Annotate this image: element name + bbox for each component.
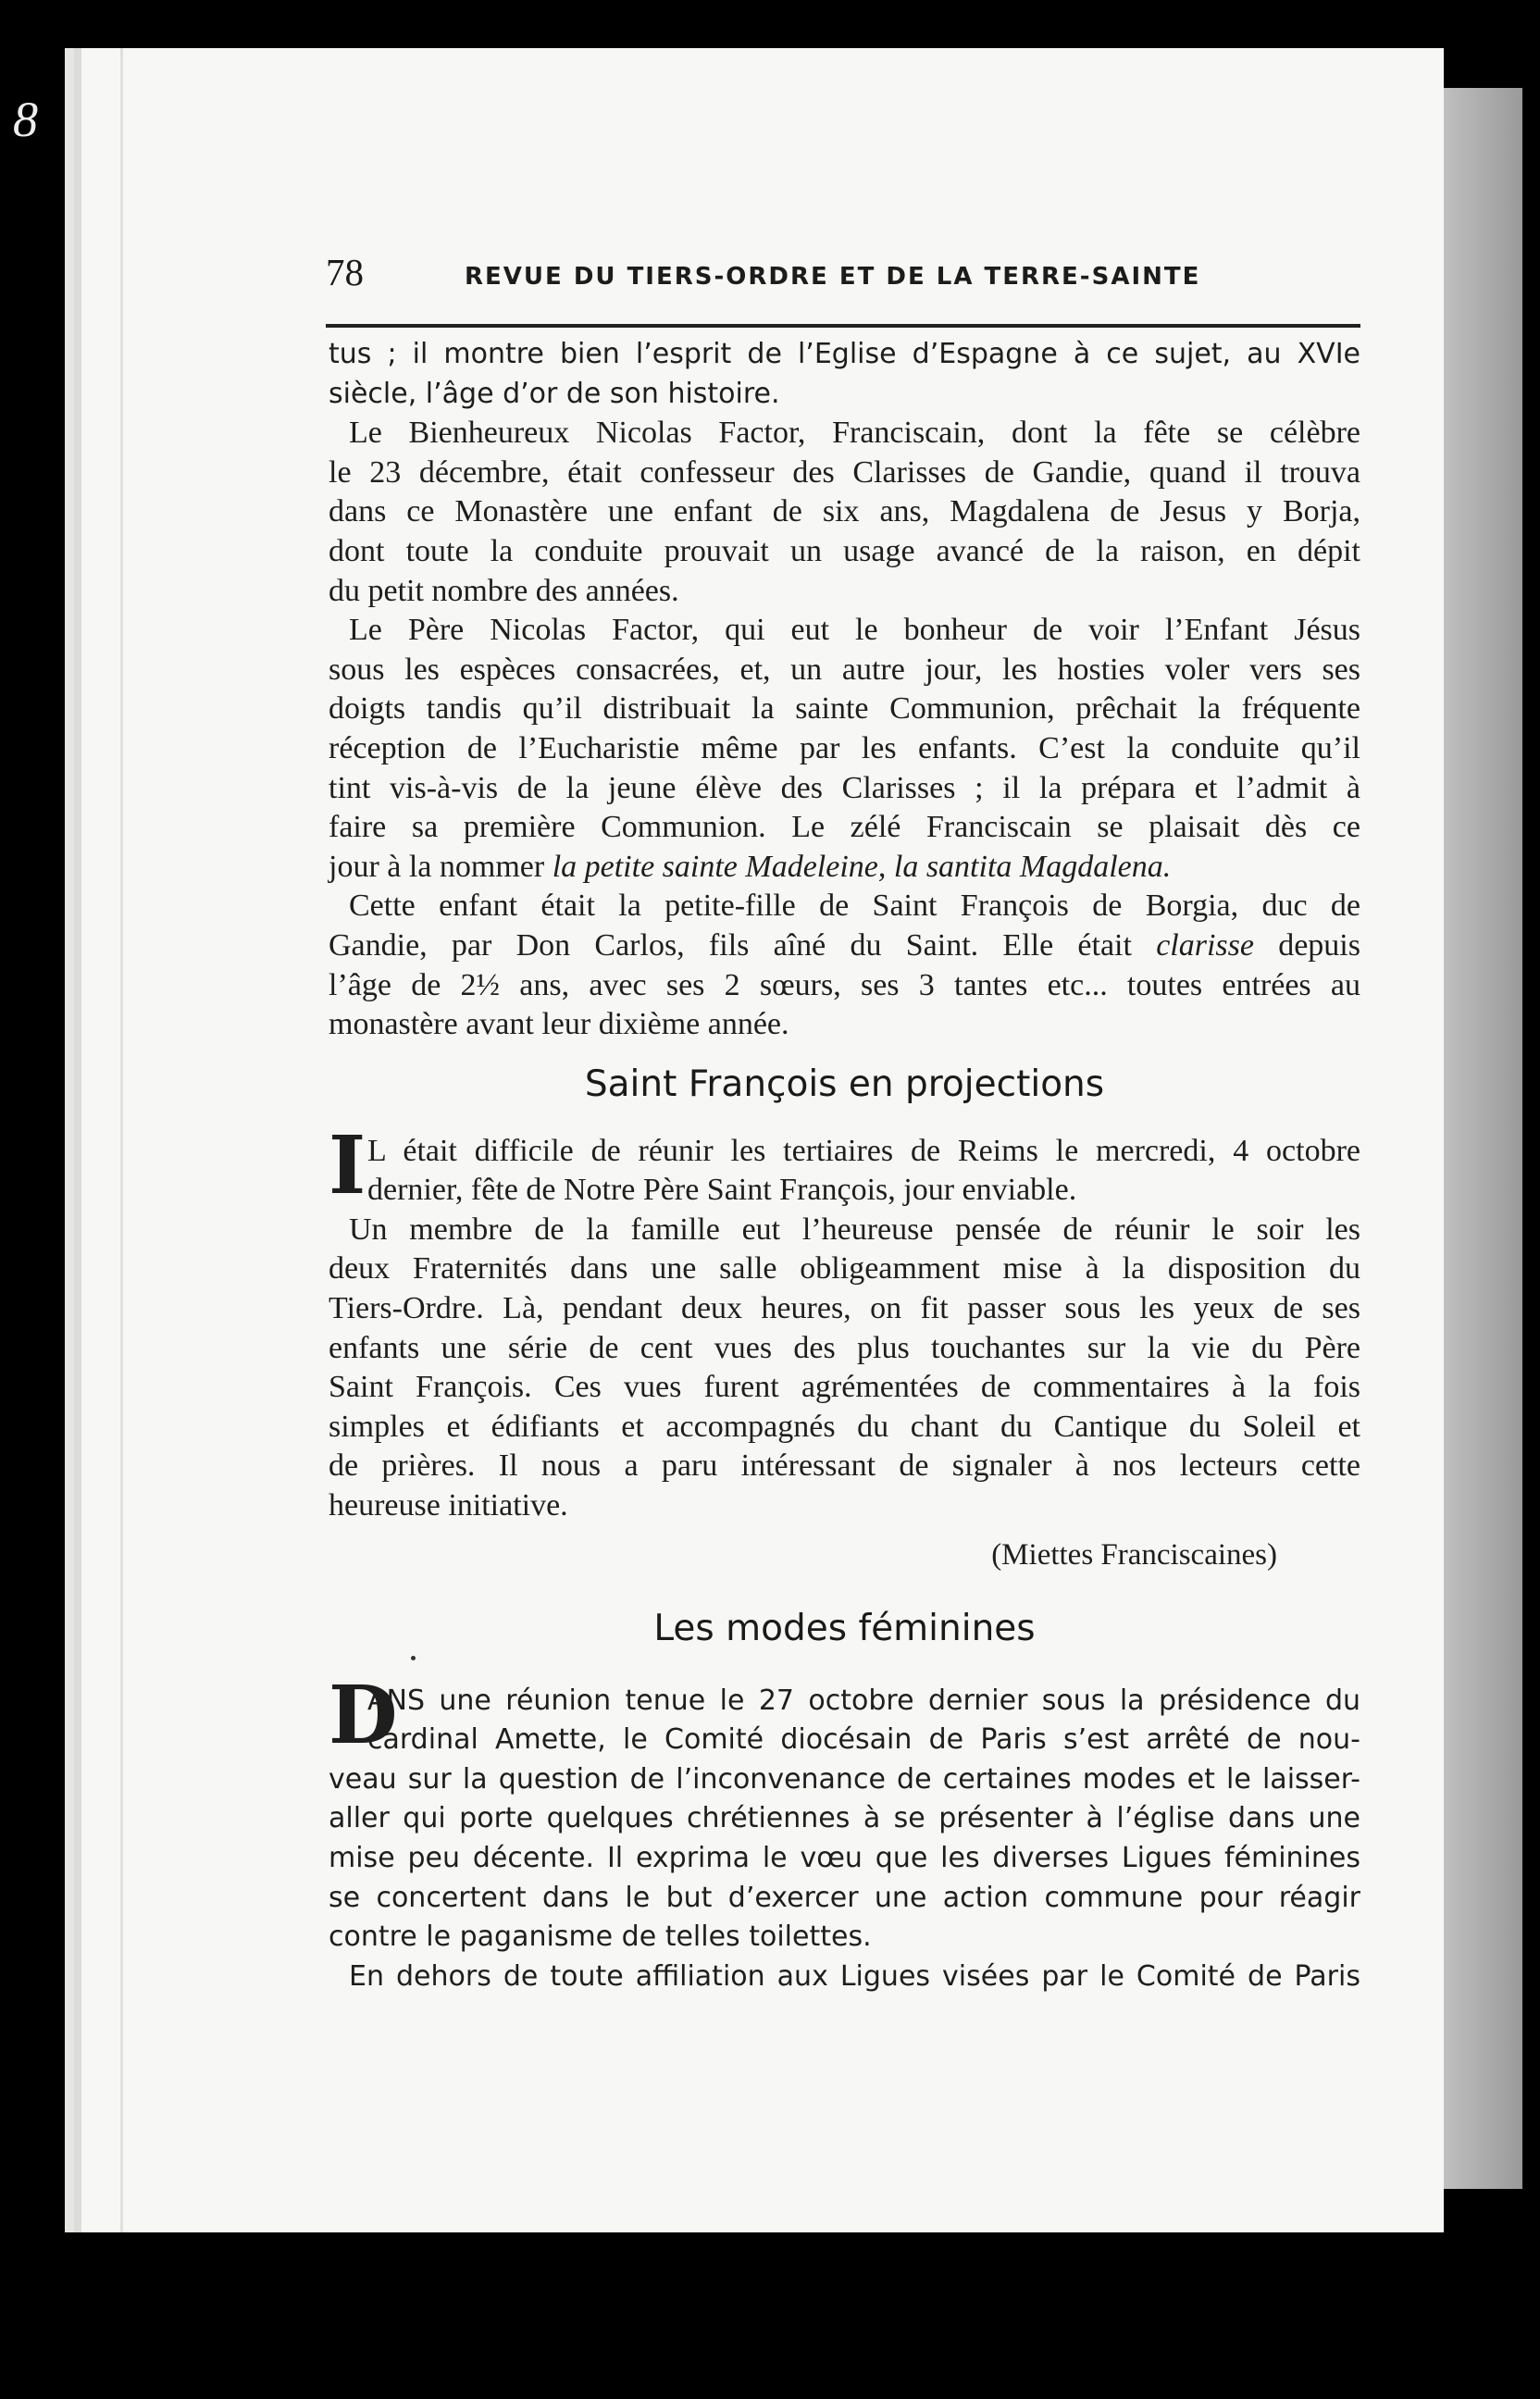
section-title: Saint François en projections — [584, 1063, 1105, 1105]
text-fragment: depuis — [1253, 927, 1360, 963]
text-line: En dehors de toute affiliation aux Ligues visées par le Comité de Paris — [349, 1959, 1360, 1993]
spacer — [329, 1104, 1360, 1132]
text-line: de prières. Il nous a paru intéressant de signaler à nos lecteurs cette — [329, 1448, 1360, 1484]
paragraph-projections-intro — [329, 1118, 1360, 1212]
text-line: doigts tandis qu’il distribuait la sainte Communion, prêchait la fréquente — [329, 691, 1360, 727]
drop-cap: I — [329, 1118, 366, 1212]
source-attribution: (Miettes Franciscaines) — [991, 1537, 1277, 1572]
text-fragment: Gandie, par Don Carlos, fils aîné du Saint. Elle était — [329, 927, 1157, 963]
margin-mark: 8 — [13, 92, 38, 147]
text-line: contre le paganisme de telles toilettes. — [329, 1920, 872, 1954]
text-line: dans ce Monastère une enfant de six ans, Magdalena de Jesus y Borja, — [329, 494, 1360, 529]
page-gutter-line — [120, 48, 123, 2232]
text-line: l’âge de 2½ ans, avec ses 2 sœurs, ses 3 tantes etc... toutes entrées au — [329, 967, 1360, 1002]
text-line: heureuse initiative. — [329, 1488, 568, 1523]
text-line: L était difficile de réunir les tertiaires de Reims le mercredi, 4 octobre — [367, 1133, 1360, 1168]
text-line: Le Bienheureux Nicolas Factor, Franciscain, dont la fête se célèbre — [349, 416, 1360, 451]
italic-word: clarisse — [1156, 927, 1254, 963]
text-line: se concertent dans le but d’exercer une action commune pour réagir — [329, 1881, 1360, 1914]
text-line — [329, 926, 1360, 966]
page-number: 78 — [326, 251, 364, 293]
text-line: dont toute la conduite prouvait un usage avancé de la raison, en dépit — [329, 533, 1360, 568]
text-line: enfants une série de cent vues des plus touchantes sur la vie du Père — [329, 1330, 1360, 1365]
text-line: cardinal Amette, le Comité diocésain de Paris s’est arrêté de nou- — [367, 1723, 1360, 1757]
text-line: sous les espèces consacrées, et, un autre jour, les hosties voler vers ses — [329, 652, 1360, 687]
spacer — [329, 1045, 1360, 1065]
text-line — [329, 848, 1360, 888]
paragraph-borgia — [329, 887, 1360, 1044]
text-line: dernier, fête de Notre Père Saint François, jour enviable. — [367, 1173, 1077, 1208]
drop-cap: D — [329, 1668, 398, 1762]
text-line: le 23 décembre, était confesseur des Clarisses de Gandie, quand il trouva — [329, 454, 1360, 490]
paragraph-modes-intro — [329, 1668, 1360, 1762]
page-body — [329, 335, 1360, 1996]
text-line: tint vis-à-vis de la jeune élève des Clarisses ; il la prépara et l’admit à — [329, 770, 1360, 805]
stray-dot — [411, 1656, 416, 1660]
spacer — [329, 1648, 1360, 1682]
italic-name: la petite sainte Madeleine, la santita Magdalena. — [552, 849, 1172, 884]
text-line: Saint François. Ces vues furent agrémentées de commentaires à la fois — [329, 1370, 1360, 1405]
section-title: Les modes féminines — [653, 1607, 1036, 1649]
text-line: réception de l’Eucharistie même par les enfants. C’est la conduite qu’il — [329, 730, 1360, 765]
text-line: veau sur la question de l’inconvenance de certaines modes et le laisser- — [329, 1762, 1360, 1796]
text-line: simples et édifiants et accompagnés du chant du Cantique du Soleil et — [329, 1409, 1360, 1444]
paragraph-modes — [329, 1760, 1360, 1997]
text-line: Un membre de la famille eut l’heureuse pensée de réunir le soir les — [349, 1212, 1360, 1247]
text-line: ANS une réunion tenue le 27 octobre dernier sous la présidence du — [367, 1684, 1360, 1717]
paragraph-projections — [329, 1211, 1360, 1526]
text-line: deux Fraternités dans une salle obligeamment mise à la disposition du — [329, 1251, 1360, 1287]
text-line: monastère avant leur dixième année. — [329, 1007, 789, 1042]
paragraph-continuation — [329, 335, 1360, 414]
spacer — [329, 1526, 1360, 1535]
paragraph-nicolas-factor — [329, 414, 1360, 611]
text-line: Tiers-Ordre. Là, pendant deux heures, on fit passer sous les yeux de ses — [329, 1291, 1360, 1326]
text-line: siècle, l’âge d’or de son histoire. — [329, 377, 780, 410]
text-fragment: jour à la nommer — [329, 849, 553, 884]
text-line: Cette enfant était la petite-fille de Saint François de Borgia, duc de — [349, 889, 1360, 924]
text-line: aller qui porte quelques chrétiennes à se présenter à l’église dans une — [329, 1802, 1360, 1835]
running-title: REVUE DU TIERS-ORDRE ET DE LA TERRE-SAINTE — [465, 263, 1201, 291]
paragraph-pere-nicolas — [329, 611, 1360, 887]
text-line: mise peu décente. Il exprima le vœu que les diverses Ligues féminines — [329, 1842, 1360, 1874]
text-line: faire sa première Communion. Le zélé Franciscain se plaisait dès ce — [329, 810, 1360, 845]
text-line: tus ; il montre bien l’esprit de l’Eglise d’Espagne à ce sujet, au XVIe — [329, 338, 1360, 370]
text-line: du petit nombre des années. — [329, 573, 679, 608]
header-rule — [326, 324, 1360, 328]
spacer — [329, 1574, 1360, 1610]
text-line: Le Père Nicolas Factor, qui eut le bonheur de voir l’Enfant Jésus — [349, 613, 1360, 648]
running-head — [326, 250, 1362, 296]
